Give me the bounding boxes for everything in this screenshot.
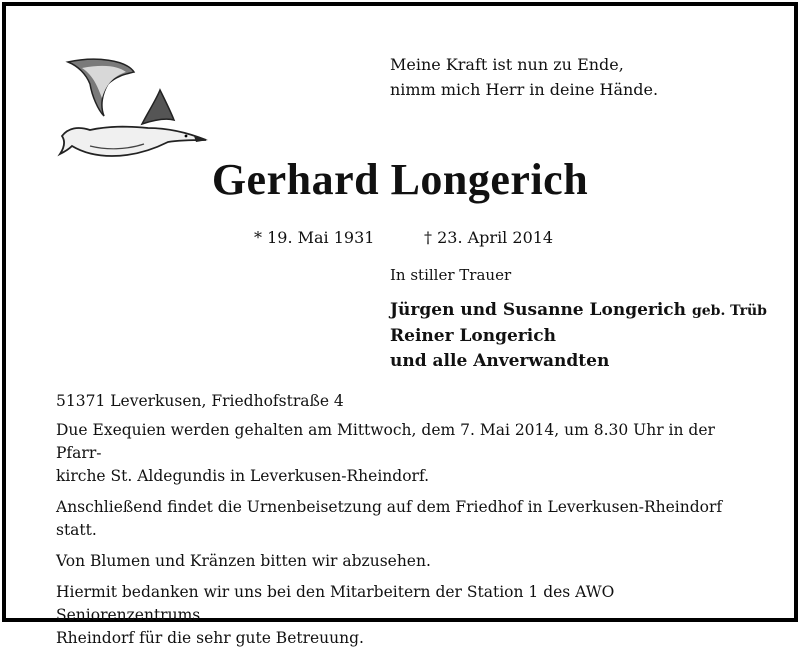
mourning-intro: In stiller Trauer xyxy=(390,266,512,284)
exequien-paragraph xyxy=(56,419,746,488)
death-date: † 23. April 2014 xyxy=(424,228,554,247)
thanks-paragraph xyxy=(56,581,746,650)
dove-icon xyxy=(56,54,211,164)
obituary-notice xyxy=(2,2,798,647)
exequien-line: Due Exequien werden gehalten am Mittwoch, dem 7. Mai 2014, um 8.30 Uhr in der Pfarr- xyxy=(56,421,715,462)
deceased-name: Gerhard Longerich xyxy=(211,155,589,204)
mourner-line xyxy=(390,298,767,324)
mourner-line: und alle Anverwandten xyxy=(390,351,610,371)
birth-date: * 19. Mai 1931 xyxy=(254,228,375,247)
flowers-paragraph: Von Blumen und Kränzen bitten wir abzusehen. xyxy=(56,552,431,570)
address: 51371 Leverkusen, Friedhofstraße 4 xyxy=(56,392,344,410)
mourner-line: Reiner Longerich xyxy=(390,326,556,346)
exequien-line: kirche St. Aldegundis in Leverkusen-Rheindorf. xyxy=(56,467,430,485)
thanks-line: Hiermit bedanken wir uns bei den Mitarbeitern der Station 1 des AWO Seniorenzentrums xyxy=(56,583,615,624)
mourners-list xyxy=(390,298,767,374)
urn-burial-paragraph: Anschließend findet die Urnenbeisetzung auf dem Friedhof in Leverkusen-Rheindorf statt. xyxy=(56,498,723,539)
motto-verse xyxy=(390,52,658,102)
motto-line: Meine Kraft ist nun zu Ende, xyxy=(390,55,624,74)
mourner-name: Jürgen und Susanne Longerich xyxy=(390,300,687,320)
thanks-line: Rheindorf für die sehr gute Betreuung. xyxy=(56,629,364,647)
notice-details xyxy=(56,390,746,658)
motto-line: nimm mich Herr in deine Hände. xyxy=(390,80,659,99)
maiden-name: geb. Trüb xyxy=(691,303,767,319)
